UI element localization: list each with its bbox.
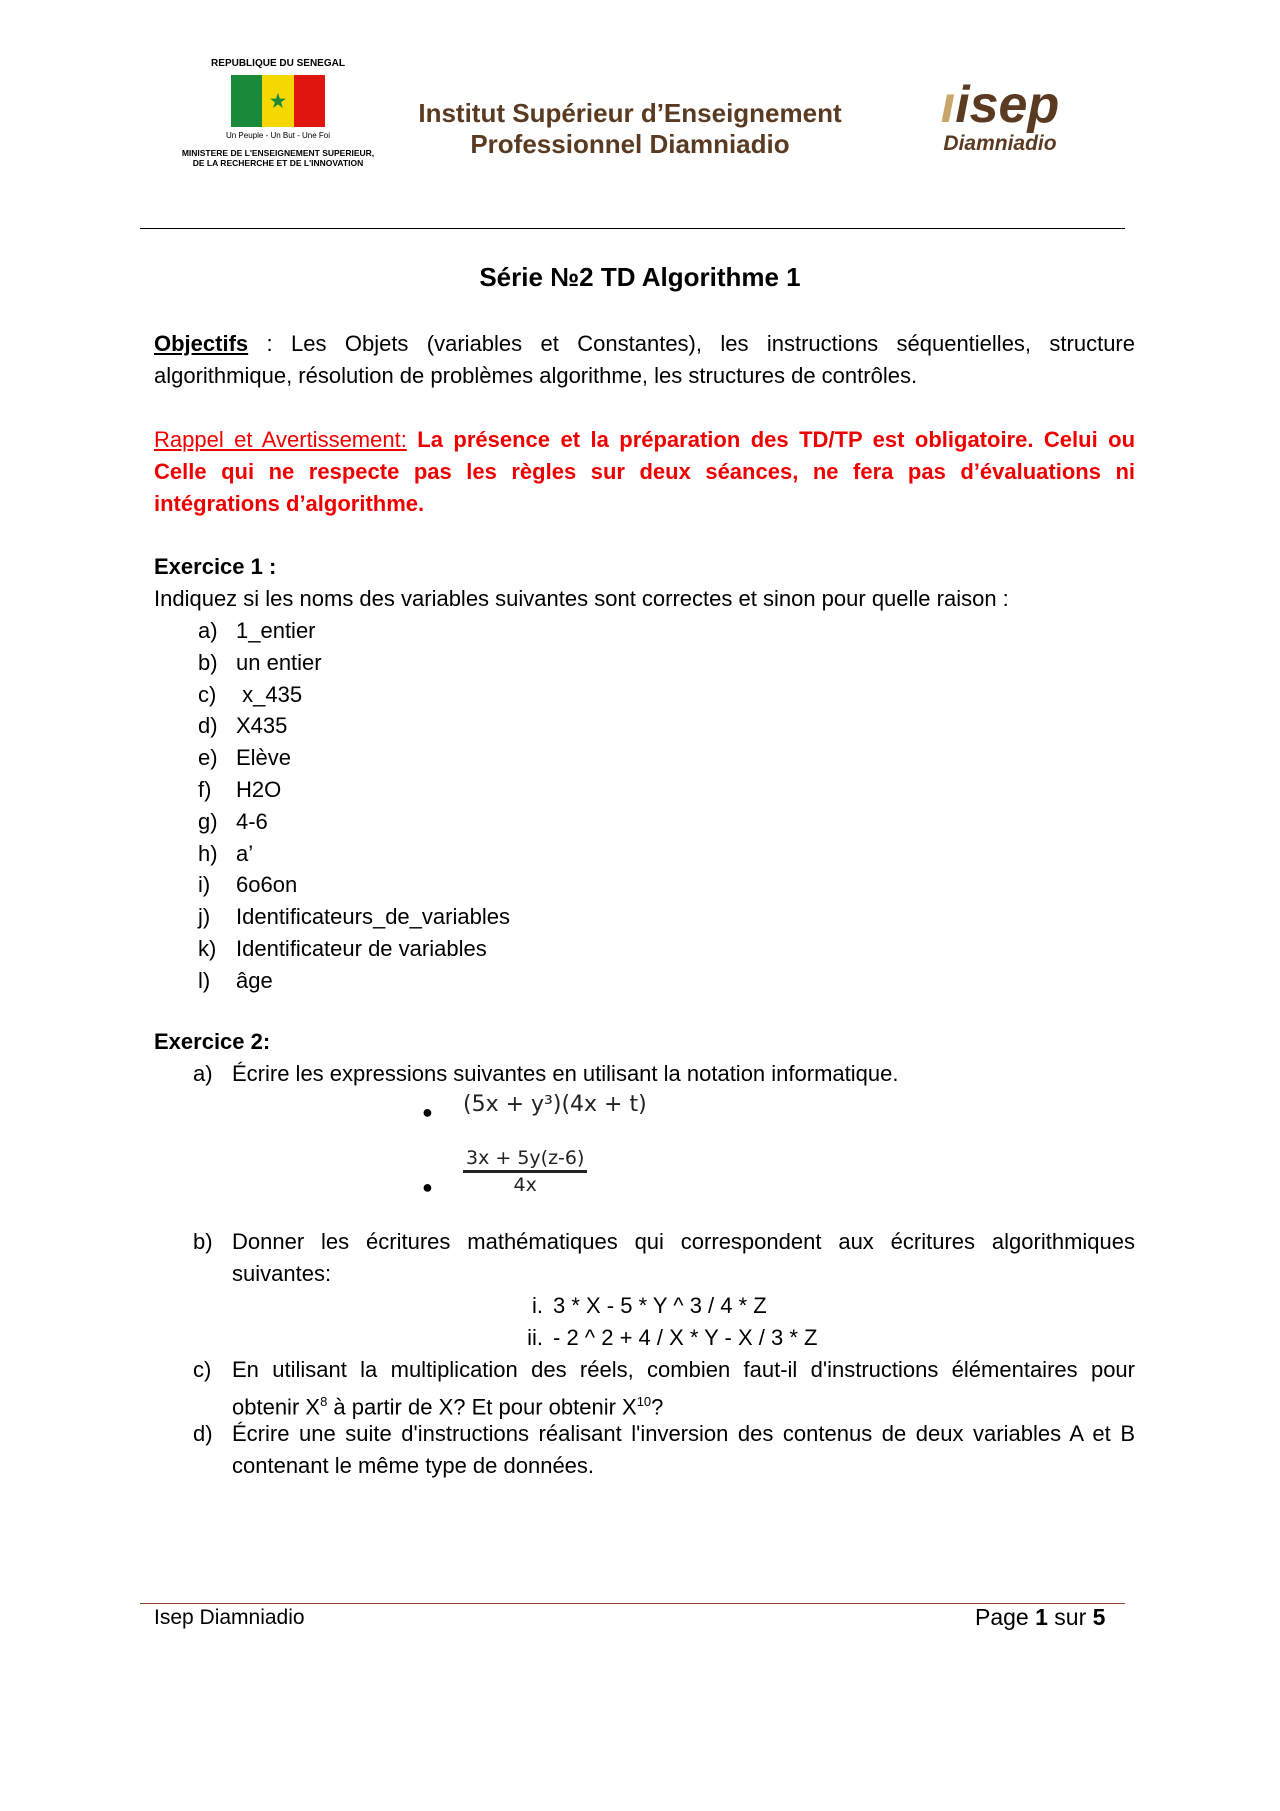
item-label: h) bbox=[198, 840, 218, 866]
item-label: c) bbox=[193, 1357, 212, 1382]
item-text: Elève bbox=[236, 745, 292, 771]
page-title: Série №2 TD Algorithme 1 bbox=[479, 262, 801, 292]
institute-name bbox=[380, 98, 880, 160]
list-item bbox=[198, 806, 510, 838]
c-text2: à partir de X? Et pour obtenir X bbox=[327, 1394, 637, 1420]
isep-logo: ıisep Diamniadio bbox=[930, 78, 1070, 156]
list-item bbox=[198, 774, 510, 806]
item-text: a’ bbox=[236, 840, 254, 866]
item-text: Donner les écritures mathématiques qui correspondent aux écritures algorithmiques suivantes: bbox=[232, 1229, 1135, 1286]
institute-line2: Professionnel Diamniadio bbox=[470, 129, 790, 159]
header-divider bbox=[140, 228, 1125, 229]
footer-left: Isep Diamniadio bbox=[154, 1606, 305, 1629]
item-text: Écrire les expressions suivantes en utilisant la notation informatique. bbox=[232, 1061, 899, 1086]
exercice1-list bbox=[198, 615, 510, 997]
list-item bbox=[198, 710, 510, 742]
list-item bbox=[198, 901, 510, 933]
expr2-numerator: 3x + 5y(z-6) bbox=[463, 1146, 587, 1173]
item-label: a) bbox=[198, 618, 218, 643]
item-text: Identificateurs_de_variables bbox=[236, 904, 510, 930]
ministry-line1: MINISTERE DE L'ENSEIGNEMENT SUPERIEUR, bbox=[181, 148, 375, 158]
rappel-label: Rappel et Avertissement: bbox=[154, 427, 407, 452]
item-text: 6o6on bbox=[236, 872, 298, 898]
list-item bbox=[198, 742, 510, 774]
page-number bbox=[975, 1604, 1105, 1631]
expression-2 bbox=[463, 1146, 587, 1197]
c-text3: ? bbox=[651, 1394, 664, 1420]
bullet-icon: ● bbox=[422, 1102, 433, 1122]
republic-label: REPUBLIQUE DU SENEGAL bbox=[211, 58, 345, 69]
c-text1: En utilisant la multiplication des réels, combien faut-il d'instructions élémentaires pour obtenir X bbox=[232, 1357, 1135, 1420]
item-label: l) bbox=[198, 967, 211, 993]
list-item bbox=[198, 933, 510, 965]
item-label: e) bbox=[198, 745, 218, 771]
item-label: i) bbox=[198, 872, 211, 898]
objectifs-text: : Les Objets (variables et Constantes), les instructions séquentielles, structure algorithmique, résolution de problèmes algorithme, les structures de contrôles. bbox=[154, 331, 1135, 388]
exercice1-title: Exercice 1 : bbox=[154, 554, 277, 579]
item-text: - 2 ^ 2 + 4 / X * Y - X / 3 * Z bbox=[553, 1325, 818, 1350]
item-label: d) bbox=[193, 1421, 213, 1446]
objectifs-label: Objectifs bbox=[154, 331, 249, 356]
list-item bbox=[198, 838, 510, 870]
exercice2-title: Exercice 2: bbox=[154, 1029, 271, 1054]
exercice1-intro: Indiquez si les noms des variables suivantes sont correctes et sinon pour quelle raison : bbox=[154, 586, 1009, 611]
list-item bbox=[198, 679, 510, 711]
item-label: k) bbox=[198, 935, 217, 961]
bullet-icon: ● bbox=[422, 1177, 433, 1197]
item-label: b) bbox=[198, 649, 218, 675]
item-label: ii. bbox=[527, 1325, 543, 1350]
current-page: 1 bbox=[1035, 1604, 1048, 1630]
item-label: c) bbox=[198, 681, 217, 707]
item-label: a) bbox=[193, 1061, 213, 1086]
rappel-text: La présence et la préparation des TD/TP est obligatoire. Celui ou Celle qui ne respecte pas les règles sur deux séances, ne fera pas d’évaluations ni intégrations d’algorithme. bbox=[154, 427, 1136, 516]
senegal-ministry-logo bbox=[160, 58, 396, 168]
item-text: âge bbox=[236, 967, 273, 993]
item-label: g) bbox=[198, 808, 218, 834]
rappel bbox=[154, 424, 1135, 520]
exercice2-d bbox=[193, 1418, 1135, 1482]
item-text: X435 bbox=[236, 713, 288, 739]
expr2-denominator: 4x bbox=[513, 1174, 537, 1196]
item-text: H2O bbox=[236, 776, 282, 802]
exercice2-c bbox=[193, 1354, 1135, 1423]
page-mid: sur bbox=[1047, 1604, 1093, 1630]
item-label: f) bbox=[198, 776, 212, 802]
item-label: i. bbox=[532, 1293, 543, 1318]
isep-logo-sub: Diamniadio bbox=[943, 132, 1057, 155]
c-sup2: 10 bbox=[636, 1394, 652, 1409]
item-label: d) bbox=[198, 713, 218, 739]
expression-1: (5x + y³)(4x + t) bbox=[463, 1092, 647, 1117]
senegal-flag-icon: ★ bbox=[231, 75, 325, 127]
item-text: Identificateur de variables bbox=[236, 935, 487, 961]
item-label: j) bbox=[198, 904, 211, 930]
institute-line1: Institut Supérieur d’Enseignement bbox=[418, 98, 842, 128]
list-item bbox=[198, 965, 510, 997]
list-item bbox=[198, 869, 510, 901]
item-text: 3 * X - 5 * Y ^ 3 / 4 * Z bbox=[553, 1293, 767, 1318]
isep-logo-text: isep bbox=[955, 76, 1060, 134]
exercice2-a bbox=[193, 1058, 1135, 1090]
motto: Un Peuple - Un But - Une Foi bbox=[225, 131, 331, 140]
item-text: un entier bbox=[236, 649, 322, 675]
ministry-line2: DE LA RECHERCHE ET DE L'INNOVATION bbox=[192, 158, 364, 168]
item-text: Écrire une suite d'instructions réalisant l'inversion des contenus de deux variables A et B contenant le même type de données. bbox=[232, 1421, 1135, 1478]
exercice2-b-items bbox=[505, 1290, 817, 1354]
total-pages: 5 bbox=[1092, 1604, 1106, 1630]
objectifs bbox=[154, 328, 1135, 392]
item-text: 4-6 bbox=[236, 808, 268, 834]
list-item bbox=[198, 615, 510, 647]
c-sup1: 8 bbox=[320, 1394, 328, 1409]
item-text: x_435 bbox=[236, 681, 303, 707]
item-text: 1_entier bbox=[236, 618, 316, 643]
exercice2-b bbox=[193, 1226, 1135, 1290]
list-item bbox=[198, 647, 510, 679]
page-prefix: Page bbox=[975, 1604, 1036, 1630]
item-label: b) bbox=[193, 1229, 213, 1254]
